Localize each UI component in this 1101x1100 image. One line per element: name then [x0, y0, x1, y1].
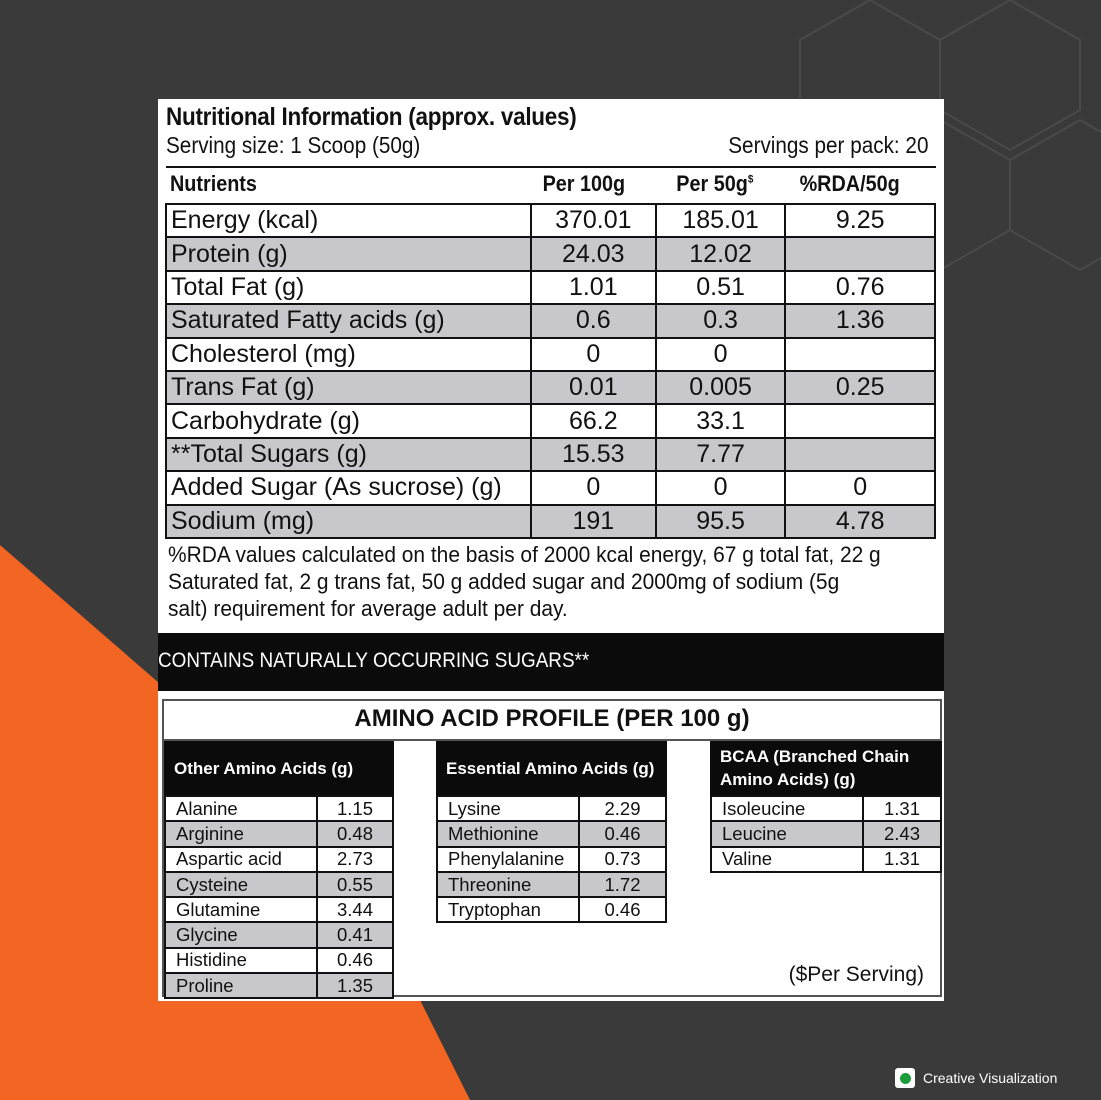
footer-brand — [895, 1068, 1057, 1088]
amino-group-header: Essential Amino Acids (g) — [436, 741, 667, 795]
divider — [166, 166, 936, 168]
per50-value: 0 — [656, 471, 786, 504]
amino-name: Leucine — [711, 821, 863, 846]
nutrient-row — [166, 371, 935, 404]
amino-value: 0.48 — [317, 821, 393, 846]
header-per50 — [676, 171, 753, 197]
per50-value: 185.01 — [656, 204, 786, 237]
per100-value: 191 — [531, 505, 656, 538]
rda-value: 0.25 — [785, 371, 935, 404]
amino-row — [711, 821, 941, 846]
per50-value: 0 — [656, 338, 786, 371]
per50-value: 95.5 — [656, 505, 786, 538]
rda-value — [785, 237, 935, 270]
header-nutrients: Nutrients — [170, 171, 257, 196]
rda-value: 1.36 — [785, 304, 935, 337]
per50-value: 33.1 — [656, 404, 786, 437]
nutrient-name: Energy (kcal) — [166, 204, 531, 237]
rda-value: 0.76 — [785, 271, 935, 304]
amino-value: 0.41 — [317, 922, 393, 947]
amino-row — [711, 796, 941, 821]
per50-value: 0.51 — [656, 271, 786, 304]
serving-size: Serving size: 1 Scoop (50g) — [166, 132, 421, 158]
per50-value: 0.3 — [656, 304, 786, 337]
amino-group-essential — [436, 741, 667, 923]
nutrient-row — [166, 338, 935, 371]
nutrient-row — [166, 237, 935, 270]
nutrient-name: Saturated Fatty acids (g) — [166, 304, 531, 337]
amino-name: Histidine — [165, 948, 317, 973]
amino-group-bcaa — [710, 741, 942, 873]
amino-group-other — [164, 741, 394, 999]
rda-footnote: %RDA values calculated on the basis of 2000 kcal energy, 67 g total fat, 22 g Saturated fat, 2 g trans fat, 50 g added sugar and 2000mg of sodium (5g salt) requirement for average adult per day. — [168, 542, 881, 621]
amino-name: Proline — [165, 973, 317, 998]
amino-value: 2.73 — [317, 847, 393, 872]
amino-row — [165, 897, 393, 922]
amino-value: 0.46 — [317, 948, 393, 973]
per100-value: 15.53 — [531, 438, 656, 471]
amino-row — [437, 847, 666, 872]
amino-name: Phenylalanine — [437, 847, 579, 872]
amino-name: Cysteine — [165, 872, 317, 897]
header-rda: %RDA/50g — [799, 171, 900, 196]
amino-acid-profile — [162, 699, 942, 997]
amino-row — [165, 821, 393, 846]
amino-value: 1.31 — [863, 796, 941, 821]
nutrient-name: Sodium (mg) — [166, 505, 531, 538]
per-serving-note: ($Per Serving) — [788, 963, 924, 986]
nutrient-row — [166, 471, 935, 504]
amino-value: 1.15 — [317, 796, 393, 821]
brand-name: Creative Visualization — [923, 1070, 1058, 1086]
amino-name: Methionine — [437, 821, 579, 846]
amino-table — [710, 795, 942, 873]
amino-row — [165, 973, 393, 998]
amino-value: 2.43 — [863, 821, 941, 846]
amino-value: 3.44 — [317, 897, 393, 922]
amino-value: 0.55 — [317, 872, 393, 897]
amino-name: Arginine — [165, 821, 317, 846]
amino-row — [437, 872, 666, 897]
per50-value: 12.02 — [656, 237, 786, 270]
rda-value: 0 — [785, 471, 935, 504]
per50-value: 0.005 — [656, 371, 786, 404]
amino-row — [437, 897, 666, 922]
amino-name: Glycine — [165, 922, 317, 947]
nutrient-row — [166, 438, 935, 471]
per100-value: 0.6 — [531, 304, 656, 337]
per100-value: 370.01 — [531, 204, 656, 237]
amino-name: Isoleucine — [711, 796, 863, 821]
nutrient-name: **Total Sugars (g) — [166, 438, 531, 471]
nutrition-label — [158, 99, 944, 1001]
amino-row — [165, 796, 393, 821]
header-per50-label: Per 50g — [676, 171, 748, 196]
amino-name: Glutamine — [165, 897, 317, 922]
amino-name: Valine — [711, 847, 863, 872]
header-per50-mark: $ — [747, 173, 754, 186]
amino-group-header: BCAA (Branched Chain Amino Acids) (g) — [710, 741, 942, 795]
rda-value — [785, 338, 935, 371]
nutrient-row — [166, 505, 935, 538]
amino-name: Alanine — [165, 796, 317, 821]
nutrient-row — [166, 404, 935, 437]
amino-title: AMINO ACID PROFILE (PER 100 g) — [354, 705, 750, 732]
per100-value: 0 — [531, 471, 656, 504]
nutrient-row — [166, 204, 935, 237]
per100-value: 1.01 — [531, 271, 656, 304]
amino-value: 1.35 — [317, 973, 393, 998]
amino-row — [165, 847, 393, 872]
amino-row — [711, 847, 941, 872]
amino-row — [165, 948, 393, 973]
amino-row — [165, 922, 393, 947]
rda-value: 4.78 — [785, 505, 935, 538]
amino-value: 0.73 — [579, 847, 666, 872]
amino-value: 1.72 — [579, 872, 666, 897]
amino-name: Tryptophan — [437, 897, 579, 922]
amino-value: 2.29 — [579, 796, 666, 821]
rda-value: 9.25 — [785, 204, 935, 237]
per100-value: 0 — [531, 338, 656, 371]
nutrient-row — [166, 271, 935, 304]
nutrient-name: Carbohydrate (g) — [166, 404, 531, 437]
amino-value: 1.31 — [863, 847, 941, 872]
amino-row — [437, 796, 666, 821]
per100-value: 66.2 — [531, 404, 656, 437]
nutrition-title: Nutritional Information (approx. values) — [166, 103, 577, 131]
header-per100: Per 100g — [542, 171, 626, 196]
nutrient-name: Added Sugar (As sucrose) (g) — [166, 471, 531, 504]
rda-value — [785, 404, 935, 437]
amino-table — [164, 795, 394, 999]
nutrient-name: Trans Fat (g) — [166, 371, 531, 404]
amino-table — [436, 795, 667, 923]
amino-value: 0.46 — [579, 821, 666, 846]
servings-per-pack: Servings per pack: 20 — [727, 132, 928, 158]
nutrient-name: Total Fat (g) — [166, 271, 531, 304]
amino-value: 0.46 — [579, 897, 666, 922]
rda-value — [785, 438, 935, 471]
nutrition-table — [165, 203, 936, 539]
amino-name: Aspartic acid — [165, 847, 317, 872]
amino-name: Threonine — [437, 872, 579, 897]
nutrient-row — [166, 304, 935, 337]
per100-value: 0.01 — [531, 371, 656, 404]
contains-banner-text: CONTAINS NATURALLY OCCURRING SUGARS** — [158, 649, 590, 672]
brand-logo-icon — [895, 1068, 915, 1088]
nutrient-name: Protein (g) — [166, 237, 531, 270]
per50-value: 7.77 — [656, 438, 786, 471]
amino-name: Lysine — [437, 796, 579, 821]
amino-group-header: Other Amino Acids (g) — [164, 741, 394, 795]
amino-row — [437, 821, 666, 846]
nutrient-name: Cholesterol (mg) — [166, 338, 531, 371]
per100-value: 24.03 — [531, 237, 656, 270]
amino-row — [165, 872, 393, 897]
